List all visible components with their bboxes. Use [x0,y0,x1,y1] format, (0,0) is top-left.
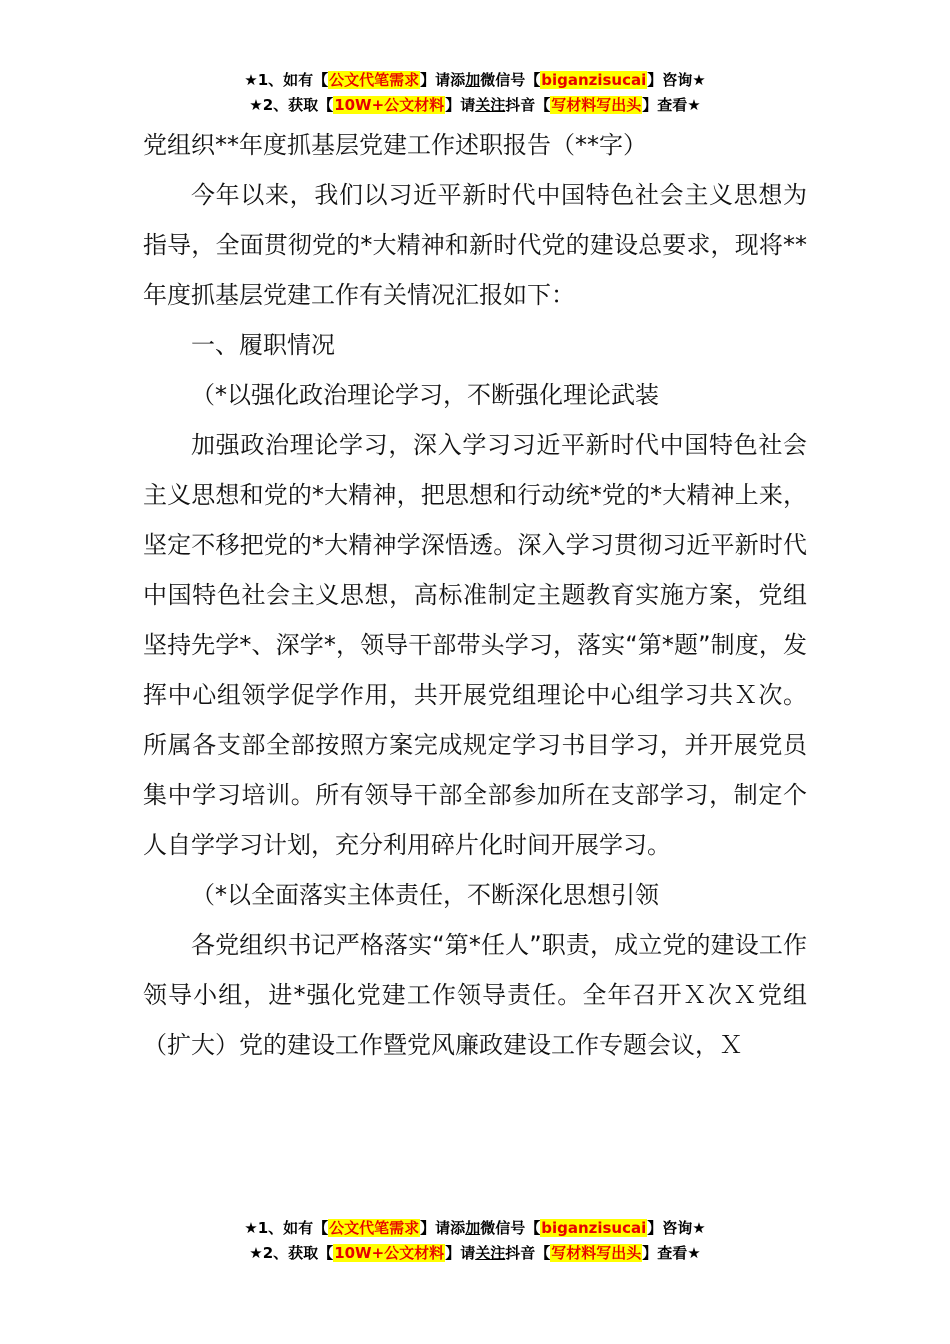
banner-text: 】请添 [420,1219,466,1237]
banner-underlined: 关注 [475,96,506,114]
paragraph-body: 加强政治理论学习，深入学习习近平新时代中国特色社会主义思想和党的*大精神，把思想和行动统*党的*大精神上来，坚定不移把党的*大精神学深悟透。深入学习贯彻习近平新时代中国特色社会主义思想，高标准制定主题教育实施方案，党组坚持先学*、深学*，领导干部带头学习，落实“第*题”制度，发挥中心组领学促学作用，共开展党组理论中心组学习共Ｘ次。所属各支部全部按照方案完成规定学习书目学习，并开展党员集中学习培训。所有领导干部全部参加所在支部学习，制定个人自学学习计划，充分利用碎片化时间开展学习。 [143,431,807,859]
banner-highlight: 写材料写出头 [551,1244,642,1262]
banner-highlight: 写材料写出头 [551,96,642,114]
banner-text: ★2、获取【 [249,96,334,114]
header-banner [0,68,950,118]
banner-text: 】请添 [420,71,466,89]
banner-line-2 [0,93,950,118]
banner-line-1 [0,68,950,93]
banner-text: 】请 [445,1244,476,1262]
banner-text: 】查看★ [642,96,701,114]
document-body [143,120,807,1070]
banner-underlined: 加 [465,1219,481,1237]
banner-underlined: 加 [465,71,481,89]
banner-text: ★2、获取【 [249,1244,334,1262]
banner-underlined: 关注 [475,1244,506,1262]
paragraph-body: 各党组织书记严格落实“第*任人”职责，成立党的建设工作领导小组，进*强化党建工作领导责任。全年召开Ｘ次Ｘ党组（扩大）党的建设工作暨党风廉政建设工作专题会议，Ｘ [143,931,807,1059]
section-heading: 一、履职情况 [191,331,335,359]
document-title: 党组织**年度抓基层党建工作述职报告（**字） [143,131,647,159]
banner-text: 】请 [445,96,476,114]
banner-highlight: biganzisucai [541,1219,647,1237]
subsection-heading: （*以强化政治理论学习，不断强化理论武装 [191,381,659,409]
banner-highlight: 10W+公文材料 [334,96,445,114]
banner-text: 】咨询★ [647,71,706,89]
banner-text: 抖音【 [505,96,551,114]
banner-text: 微信号【 [480,71,541,89]
banner-text: 微信号【 [480,1219,541,1237]
banner-highlight: 10W+公文材料 [334,1244,445,1262]
banner-highlight: 公文代笔需求 [329,71,420,89]
banner-text: 抖音【 [505,1244,551,1262]
banner-text: 】查看★ [642,1244,701,1262]
banner-highlight: 公文代笔需求 [329,1219,420,1237]
footer-banner [0,1216,950,1266]
paragraph-intro: 今年以来，我们以习近平新时代中国特色社会主义思想为指导，全面贯彻党的*大精神和新时代党的建设总要求，现将**年度抓基层党建工作有关情况汇报如下： [143,181,807,309]
banner-text: ★1、如有【 [244,1219,329,1237]
banner-highlight: biganzisucai [541,71,647,89]
banner-text: ★1、如有【 [244,71,329,89]
subsection-heading: （*以全面落实主体责任，不断深化思想引领 [191,881,659,909]
banner-line-2 [0,1241,950,1266]
banner-text: 】咨询★ [647,1219,706,1237]
banner-line-1 [0,1216,950,1241]
